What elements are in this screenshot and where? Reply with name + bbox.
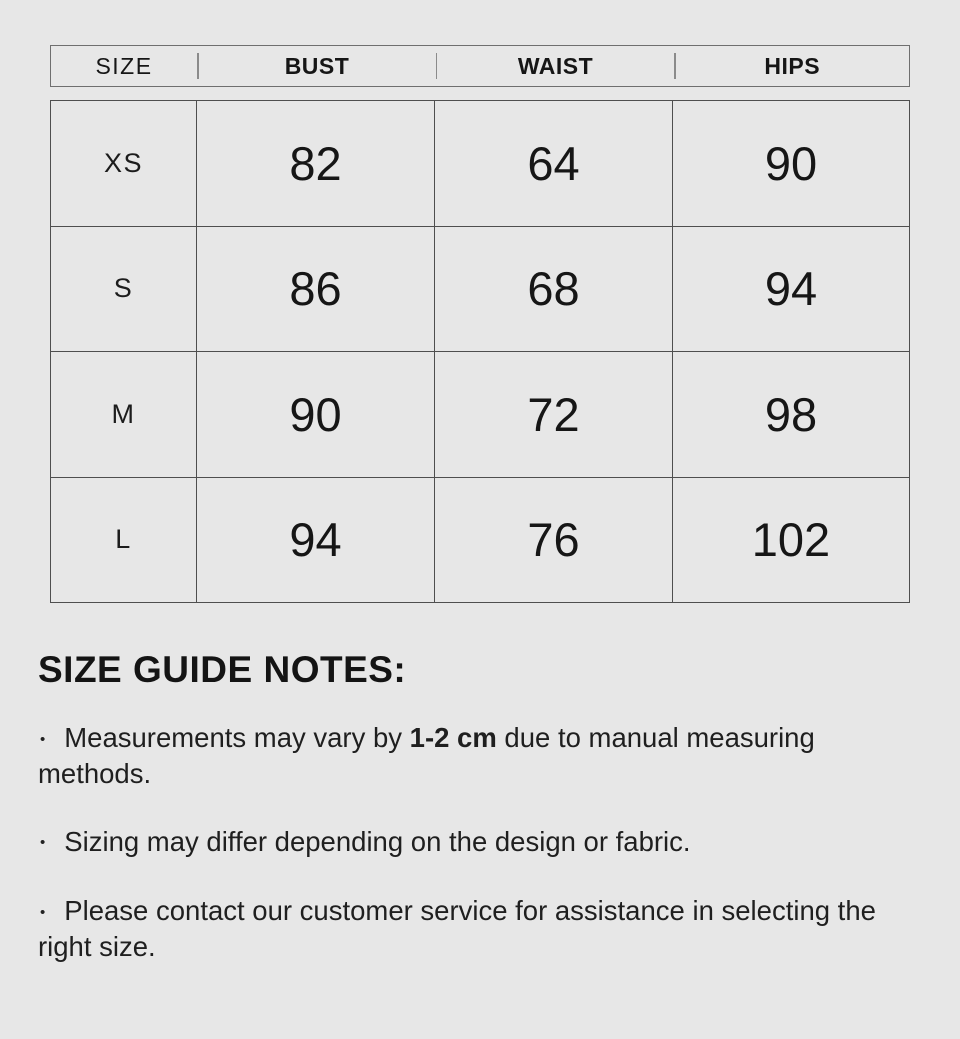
- cell-bust: [197, 352, 435, 477]
- hips-value: 98: [764, 387, 818, 441]
- size-table-body: [50, 100, 910, 603]
- bust-value: 94: [289, 513, 342, 567]
- notes-title: SIZE GUIDE NOTES:: [38, 649, 407, 690]
- size-label: XS: [103, 147, 144, 178]
- cell-size: [51, 478, 197, 603]
- note-text-before: Please contact our customer service for assistance in selecting the right size.: [38, 895, 876, 963]
- header-hips: HIPS: [764, 52, 821, 79]
- size-label: L: [115, 524, 132, 555]
- note-text-before: Measurements may vary by: [64, 722, 410, 753]
- note-text: [64, 826, 690, 857]
- bust-value: 82: [289, 136, 342, 190]
- note-text-after: due to manual measuring methods.: [38, 722, 815, 789]
- cell-size: [51, 101, 197, 226]
- waist-value: 64: [527, 136, 580, 190]
- cell-hips: [673, 227, 909, 352]
- note-text: [38, 722, 815, 789]
- note-item-measurements: [38, 721, 920, 791]
- cell-waist: [435, 101, 673, 226]
- waist-value: 72: [527, 387, 580, 441]
- table-row-l: [51, 478, 909, 603]
- note-item-contact: [38, 894, 920, 964]
- table-row-m: [51, 352, 909, 478]
- cell-bust: [197, 101, 435, 226]
- cell-size: [51, 352, 197, 477]
- bullet-icon: •: [40, 834, 46, 852]
- cell-bust: [197, 478, 435, 603]
- note-text: [38, 895, 876, 962]
- table-row-xs: [51, 101, 909, 227]
- hips-value: 94: [764, 262, 818, 316]
- waist-value: 76: [527, 513, 580, 567]
- size-guide-notes: [38, 649, 920, 964]
- cell-waist: [435, 227, 673, 352]
- size-label: S: [113, 273, 134, 304]
- cell-waist: [435, 352, 673, 477]
- bullet-icon: •: [40, 730, 46, 748]
- note-item-sizing: [38, 825, 920, 861]
- size-label: M: [111, 398, 136, 429]
- cell-size: [51, 227, 197, 352]
- cell-bust: [197, 227, 435, 352]
- cell-hips: [673, 352, 909, 477]
- bust-value: 86: [289, 262, 342, 316]
- note-text-bold: 1-2 cm: [409, 722, 497, 753]
- bust-value: 90: [289, 387, 342, 441]
- hips-value: 90: [764, 136, 818, 190]
- waist-value: 68: [527, 262, 580, 316]
- cell-hips: [673, 478, 909, 603]
- cell-waist: [435, 478, 673, 603]
- cell-hips: [673, 101, 909, 226]
- table-row-s: [51, 227, 909, 353]
- hips-value: 102: [751, 513, 831, 567]
- bullet-icon: •: [40, 904, 46, 922]
- size-table-header: [50, 45, 910, 87]
- header-size: SIZE: [95, 52, 153, 79]
- header-bust: BUST: [284, 52, 350, 79]
- note-text-before: Sizing may differ depending on the design or fabric.: [64, 825, 691, 857]
- header-waist: WAIST: [517, 52, 594, 79]
